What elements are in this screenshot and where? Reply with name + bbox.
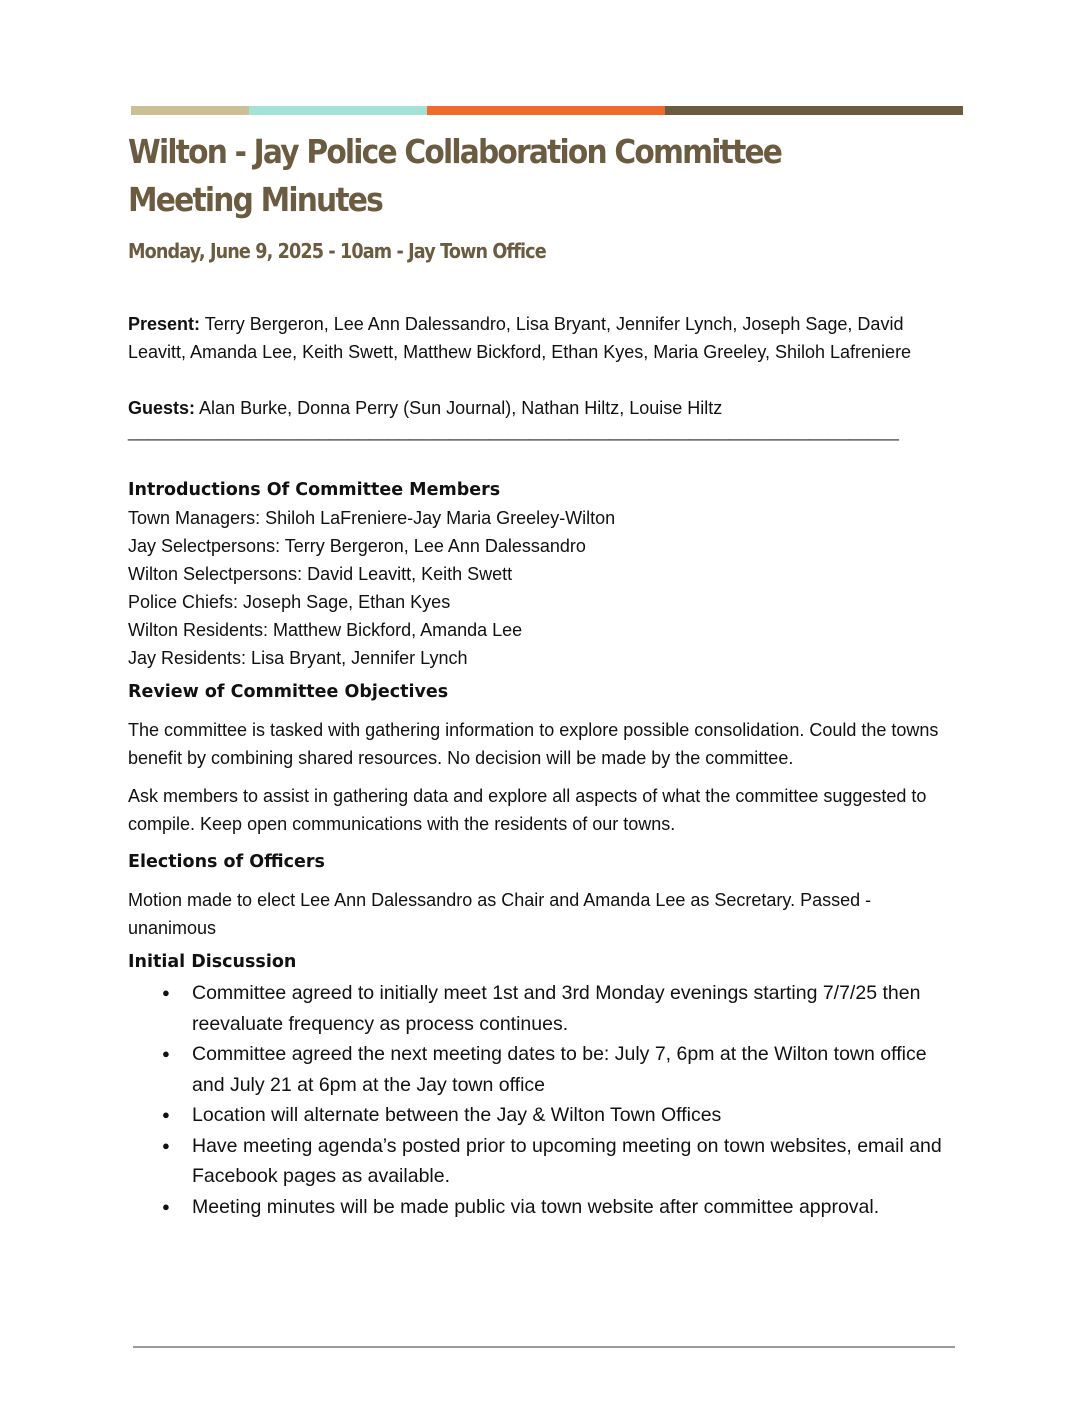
discussion-bullet-list [128,978,958,1222]
color-bar-segment-brown [665,106,963,115]
introductions-heading: Introductions Of Committee Members [128,480,501,500]
objectives-heading: Review of Committee Objectives [128,682,449,702]
present-attendees [128,310,958,366]
discussion-bullet: ● Meeting minutes will be made public via town website after committee approval. [192,1192,958,1223]
objectives-paragraph: Ask members to assist in gathering data and explore all aspects of what the committee suggested to compile. Keep open communications with the residents of our towns. [128,786,927,834]
discussion-bullet: ● Committee agreed to initially meet 1st and 3rd Monday evenings starting 7/7/25 then reevaluate frequency as process continues. [192,978,958,1039]
discussion-bullet: ● Have meeting agenda’s posted prior to upcoming meeting on town websites, email and Facebook pages as available. [192,1131,958,1192]
separator-line: _____________________________________________________________________________ [128,421,899,441]
introduction-line: Town Managers: Shiloh LaFreniere-Jay Maria Greeley-Wilton [128,508,616,528]
discussion-heading: Initial Discussion [128,952,297,972]
color-bar-segment-tan [131,106,249,115]
introduction-line: Jay Selectpersons: Terry Bergeron, Lee Ann Dalessandro [128,536,586,556]
guests-label: Guests: [128,398,196,418]
guests-names: Alan Burke, Donna Perry (Sun Journal), Nathan Hiltz, Louise Hiltz [199,398,723,418]
color-bar-segment-teal [249,106,427,115]
present-names: Terry Bergeron, Lee Ann Dalessandro, Lisa Bryant, Jennifer Lynch, Joseph Sage, David Leavitt, Amanda Lee, Keith Swett, Matthew Bickford, Ethan Kyes, Maria Greeley, Shiloh Lafreniere [128,314,912,362]
elections-heading: Elections of Officers [128,852,325,872]
present-label: Present: [128,314,201,334]
document-title: Wilton - Jay Police Collaboration Committee Meeting Minutes [128,132,782,219]
discussion-bullet: ● Committee agreed the next meeting dates to be: July 7, 6pm at the Wilton town office and July 21 at 6pm at the Jay town office [192,1039,958,1100]
introduction-line: Wilton Selectpersons: David Leavitt, Keith Swett [128,564,513,584]
introduction-line: Police Chiefs: Joseph Sage, Ethan Kyes [128,592,451,612]
introductions-list [128,504,958,672]
header-color-bar [131,106,963,115]
color-bar-segment-orange [427,106,665,115]
elections-text: Motion made to elect Lee Ann Dalessandro as Chair and Amanda Lee as Secretary. Passed - unanimous [128,890,872,938]
footer-divider [133,1346,955,1348]
objectives-paragraph: The committee is tasked with gathering information to explore possible consolidation. Could the towns benefit by combining shared resources. No decision will be made by the committee. [128,720,939,768]
discussion-bullet: ● Location will alternate between the Jay & Wilton Town Offices [192,1100,958,1131]
document-subtitle: Monday, June 9, 2025 - 10am - Jay Town Office [128,239,546,263]
document-body [128,310,958,1222]
guests-attendees [128,394,958,422]
introduction-line: Jay Residents: Lisa Bryant, Jennifer Lynch [128,648,468,668]
introduction-line: Wilton Residents: Matthew Bickford, Amanda Lee [128,620,523,640]
